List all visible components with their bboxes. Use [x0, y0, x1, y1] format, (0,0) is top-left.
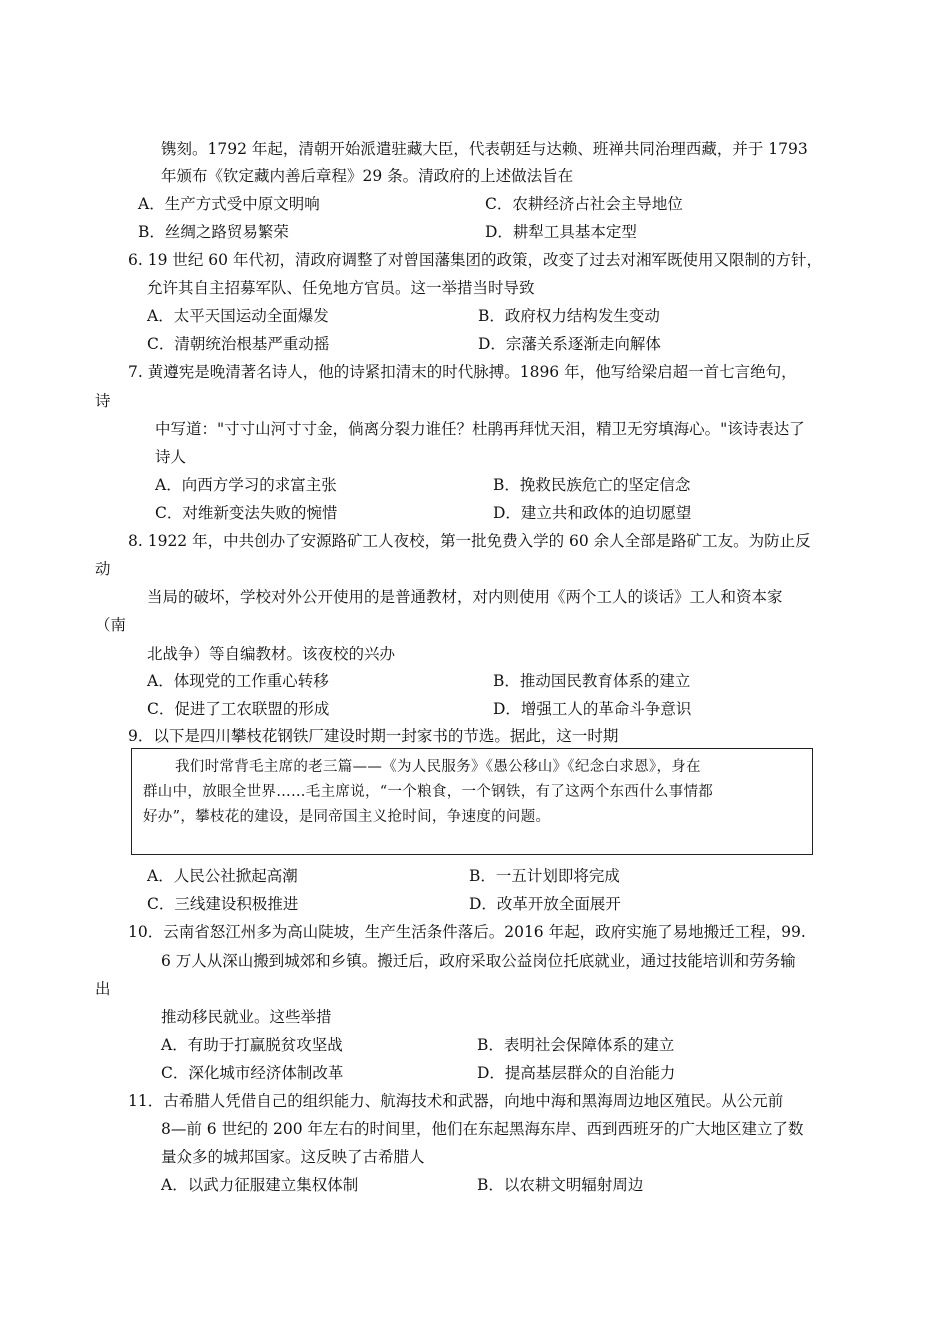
q9-option-a: A．人民公社掀起高潮	[147, 867, 298, 885]
q9-source-line-1: 我们时常背毛主席的老三篇——《为人民服务》《愚公移山》《纪念白求恩》，身在	[175, 759, 701, 775]
q9-option-b: B．一五计划即将完成	[469, 867, 620, 885]
q11-stem-line-2: 8—前 6 世纪的 200 年左右的时间里，他们在东起黑海东岸、西到西班牙的广大地区建立了数	[161, 1120, 804, 1138]
q6-option-c: C．清朝统治根基严重动摇	[147, 335, 330, 353]
q5-stem-line-2: 年颁布《钦定藏内善后章程》29 条。清政府的上述做法旨在	[161, 167, 574, 185]
q5-option-a: A．生产方式受中原文明响	[138, 195, 320, 213]
q10-stem-wrap-2: 出	[95, 980, 111, 998]
q8-stem-wrap-1: 动	[95, 560, 111, 578]
q8-option-c: C．促进了工农联盟的形成	[147, 700, 330, 718]
q10-option-d: D．提高基层群众的自治能力	[477, 1064, 676, 1082]
q8-stem-line-2: 当局的破坏，学校对外公开使用的是普通教材，对内则使用《两个工人的谈话》工人和资本家	[147, 588, 783, 606]
q9-option-d: D．改革开放全面展开	[469, 895, 621, 913]
q11-option-b: B．以农耕文明辐射周边	[477, 1176, 644, 1194]
q7-stem-line-2: 中写道："寸寸山河寸寸金，倘离分裂力谁任？杜鹃再拜忧天泪，精卫无穷填海心。"该诗表达了	[155, 420, 805, 438]
q9-source-line-3: 好办”，攀枝花的建设，是同帝国主义抢时间，争速度的问题。	[143, 809, 551, 825]
q10-stem-line-1: 10．云南省怒江州多为高山陡坡，生产生活条件落后。2016 年起，政府实施了易地搬迁工程，99.	[128, 923, 806, 941]
q10-stem-line-3: 推动移民就业。这些举措	[161, 1008, 332, 1026]
q6-option-d: D．宗藩关系逐渐走向解体	[478, 335, 661, 353]
q10-option-b: B．表明社会保障体系的建立	[477, 1036, 675, 1054]
q9-source-box	[131, 748, 813, 855]
q7-option-a: A．向西方学习的求富主张	[155, 476, 337, 494]
q8-option-b: B．推动国民教育体系的建立	[493, 672, 691, 690]
q6-stem-line-1: 6. 19 世纪 60 年代初，清政府调整了对曾国藩集团的政策，改变了过去对湘军既使用又限制的方针，	[128, 251, 822, 269]
q8-option-a: A．体现党的工作重心转移	[147, 672, 329, 690]
q11-option-a: A．以武力征服建立集权体制	[161, 1176, 359, 1194]
q7-stem-line-1: 7. 黄遵宪是晚清著名诗人，他的诗紧扣清末的时代脉搏。1896 年，他写给梁启超一首七言绝句，	[128, 363, 797, 381]
q5-option-c: C．农耕经济占社会主导地位	[485, 195, 683, 213]
q11-stem-line-1: 11．古希腊人凭借自己的组织能力、航海技术和武器，向地中海和黑海周边地区殖民。从公元前	[128, 1092, 784, 1110]
q10-option-a: A．有助于打赢脱贫攻坚战	[161, 1036, 343, 1054]
q6-option-b: B．政府权力结构发生变动	[478, 307, 660, 325]
q7-stem-line-3: 诗人	[155, 448, 187, 466]
q7-option-b: B．挽救民族危亡的坚定信念	[493, 476, 691, 494]
q7-option-c: C．对维新变法失败的惋惜	[155, 504, 338, 522]
q8-stem-line-1: 8. 1922 年，中共创办了安源路矿工人夜校，第一批免费入学的 60 余人全部是路矿工友。为防止反	[128, 532, 811, 550]
q8-option-d: D．增强工人的革命斗争意识	[493, 700, 692, 718]
q9-source-line-2: 群山中，放眼全世界……毛主席说，“一个粮食，一个钢铁，有了这两个东西什么事情都	[143, 784, 714, 800]
q5-option-d: D．耕犁工具基本定型	[485, 223, 637, 241]
q6-stem-line-2: 允许其自主招募军队、任免地方官员。这一举措当时导致	[147, 279, 535, 297]
q9-option-c: C．三线建设积极推进	[147, 895, 299, 913]
q5-stem-line-1: 镌刻。1792 年起，清朝开始派遣驻藏大臣，代表朝廷与达赖、班禅共同治理西藏，并于 1793	[161, 140, 808, 158]
q6-option-a: A．太平天国运动全面爆发	[147, 307, 329, 325]
q7-option-d: D．建立共和政体的迫切愿望	[493, 504, 692, 522]
q10-option-c: C．深化城市经济体制改革	[161, 1064, 344, 1082]
q10-stem-line-2: 6 万人从深山搬到城郊和乡镇。搬迁后，政府采取公益岗位托底就业，通过技能培训和劳务输	[161, 952, 796, 970]
q9-stem-line-1: 9．以下是四川攀枝花钢铁厂建设时期一封家书的节选。据此，这一时期	[128, 727, 619, 745]
q8-stem-wrap-2: （南	[95, 616, 127, 634]
q7-stem-wrap-1: 诗	[95, 392, 111, 410]
q11-stem-line-3: 量众多的城邦国家。这反映了古希腊人	[161, 1148, 425, 1166]
q8-stem-line-3: 北战争）等自编教材。该夜校的兴办	[147, 645, 396, 663]
q5-option-b: B．丝绸之路贸易繁荣	[138, 223, 289, 241]
